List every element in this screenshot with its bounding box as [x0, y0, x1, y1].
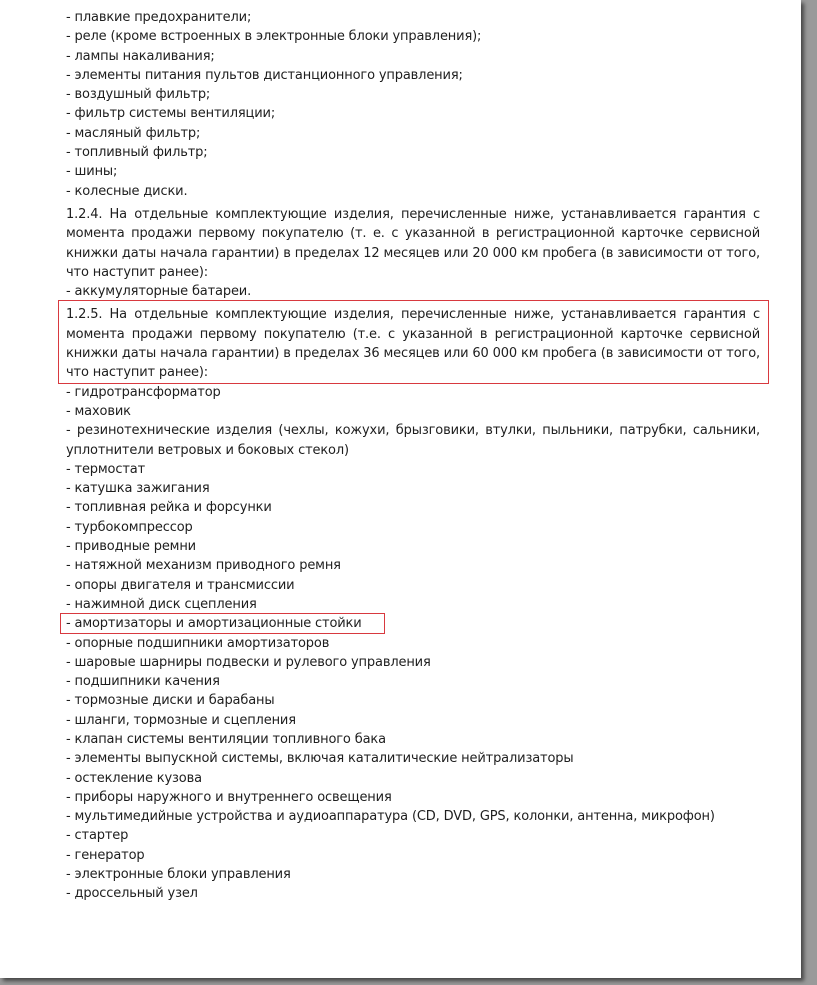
paragraph-1-2-4 [66, 205, 760, 282]
list-item: - мультимедийные устройства и аудиоаппаратура (CD, DVD, GPS, колонки, антенна, микрофон) [66, 809, 715, 825]
paragraph-line: 1.2.5. На отдельные комплектующие изделия, перечисленные ниже, устанавливается гарантия с [66, 307, 760, 323]
list-item: - реле (кроме встроенных в электронные блоки управления); [66, 29, 482, 45]
list-item: - тормозные диски и барабаны [66, 693, 275, 709]
list-item-highlighted: - амортизаторы и амортизационные стойки [66, 616, 362, 632]
list-item: - подшипники качения [66, 674, 220, 690]
list-item: - опоры двигателя и трансмиссии [66, 577, 295, 593]
list-item: - гидротрансформатор [66, 384, 221, 400]
paragraph-line: книжки даты начала гарантии) в пределах 36 месяцев или 60 000 км пробега (в зависимости от того, [66, 346, 760, 362]
list-item: - шланги, тормозные и сцепления [66, 712, 296, 728]
list-item: - колесные диски. [66, 183, 188, 199]
paragraph-1-2-5 [66, 305, 760, 382]
list-item: - приводные ремни [66, 539, 196, 555]
paragraph-line: что наступит ранее): [66, 365, 209, 381]
list-item-multiline [66, 421, 760, 460]
list-item: - электронные блоки управления [66, 867, 291, 883]
list-item: - топливная рейка и форсунки [66, 500, 272, 516]
list-item: - элементы питания пультов дистанционного управления; [66, 67, 463, 83]
list-item: - опорные подшипники амортизаторов [66, 635, 330, 651]
list-item: - плавкие предохранители; [66, 10, 252, 25]
list-item: - остекление кузова [66, 770, 202, 786]
list-item: - фильтр системы вентиляции; [66, 106, 276, 122]
top-list [66, 8, 760, 201]
list-item: - дроссельный узел [66, 886, 198, 902]
paragraph-line: 1.2.4. На отдельные комплектующие изделия, перечисленные ниже, устанавливается гарантия с [66, 206, 760, 222]
list-item: - генератор [66, 847, 145, 863]
list-item: - топливный фильтр; [66, 145, 208, 161]
paragraph-line: книжки даты начала гарантии) в пределах 12 месяцев или 20 000 км пробега (в зависимости от того, [66, 245, 760, 261]
paragraph-line: что наступит ранее): [66, 264, 209, 280]
list-item: - турбокомпрессор [66, 519, 193, 535]
list-item: - натяжной механизм приводного ремня [66, 558, 341, 574]
list-1-2-5 [66, 383, 760, 904]
list-item: - элементы выпускной системы, включая каталитические нейтрализаторы [66, 751, 574, 767]
list-item: - приборы наружного и внутреннего освещения [66, 789, 392, 805]
list-item: уплотнители ветровых и боковых стекол) [66, 442, 349, 458]
document-text [66, 8, 760, 904]
paragraph-line: момента продажи первому покупателю (т.е. с указанной в регистрационной карточке сервисной [66, 326, 760, 342]
list-item: - лампы накаливания; [66, 48, 215, 64]
list-item: - воздушный фильтр; [66, 87, 211, 103]
list-item: - шины; [66, 164, 118, 180]
list-item: - термостат [66, 461, 146, 477]
list-item: - шаровые шарниры подвески и рулевого управления [66, 654, 431, 670]
list-item: - катушка зажигания [66, 481, 210, 497]
list-item: - клапан системы вентиляции топливного бака [66, 731, 386, 747]
list-item: - масляный фильтр; [66, 125, 201, 141]
list-item: - стартер [66, 828, 129, 844]
list-item: - аккумуляторные батареи. [66, 284, 252, 300]
paragraph-line: момента продажи первому покупателю (т. е. с указанной в регистрационной карточке сервисной [66, 226, 760, 242]
list-item: - маховик [66, 403, 131, 419]
list-item: - резинотехнические изделия (чехлы, кожухи, брызговики, втулки, пыльники, патрубки, сальники, [66, 423, 760, 439]
list-item: - нажимной диск сцепления [66, 596, 257, 612]
